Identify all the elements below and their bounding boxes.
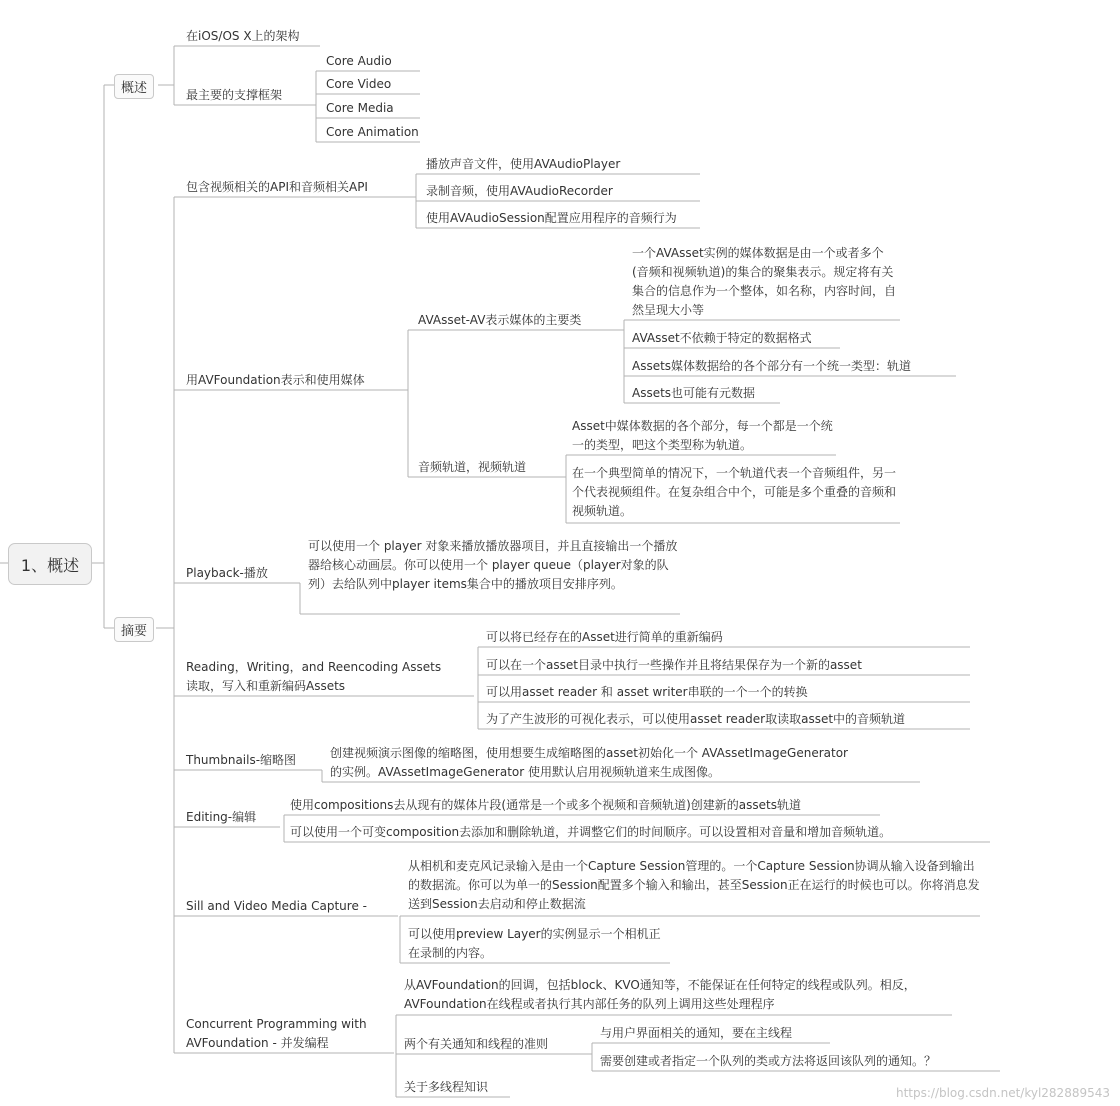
node-reading-en[interactable]: Reading，Writing，and Reencoding Assets	[186, 660, 442, 674]
framework-core-audio[interactable]: Core Audio	[326, 54, 392, 68]
node-concurrent-en[interactable]: Concurrent Programming with	[186, 1017, 367, 1031]
node-reader-writer[interactable]: 可以用asset reader 和 asset writer串联的一个一个的转换	[486, 685, 808, 699]
topic-overview[interactable]: 概述	[114, 74, 154, 99]
node-queue-notification[interactable]: 需要创建或者指定一个队列的类或方法将返回该队列的通知。？	[600, 1054, 937, 1068]
node-editing[interactable]: Editing-编辑	[186, 810, 257, 824]
node-reading-cn[interactable]: 读取，写入和重新编码Assets	[186, 679, 346, 693]
node-compositions[interactable]: 使用compositions去从现有的媒体片段(通常是一个或多个视频和音频轨道)创建新的assets轨道	[290, 798, 801, 812]
node-tracks-definition[interactable]: Asset中媒体数据的各个部分，每一个都是一个统一的类型，吧这个类型称为轨道。	[572, 419, 833, 452]
watermark: https://blog.csdn.net/kyl282889543	[895, 1086, 1110, 1100]
node-thread-rules[interactable]: 两个有关通知和线程的准则	[404, 1037, 549, 1051]
node-avasset-tracks[interactable]: Assets媒体数据给的各个部分有一个统一类型：轨道	[632, 359, 912, 373]
node-callbacks[interactable]: 从AVFoundation的回调，包括block、KVO通知等，不能保证在任何特定的线程或队列。相反，AVFoundation在线程或者执行其内部任务的队列上调用这些处理程序	[404, 978, 916, 1011]
root-topic[interactable]: 1、概述	[8, 543, 92, 585]
node-tracks[interactable]: 音频轨道，视频轨道	[418, 460, 527, 474]
node-preview-layer[interactable]: 可以使用preview Layer的实例显示一个相机正在录制的内容。	[408, 927, 661, 960]
node-avasset-metadata[interactable]: Assets也可能有元数据	[632, 386, 756, 400]
node-tracks-example[interactable]: 在一个典型简单的情况下，一个轨道代表一个音频组件，另一个代表视频组件。在复杂组合中个，可能是多个重叠的音频和视频轨道。	[572, 466, 897, 518]
node-concurrent-cn[interactable]: AVFoundation - 并发编程	[186, 1036, 329, 1050]
node-multithread[interactable]: 关于多线程知识	[404, 1080, 489, 1094]
topic-summary[interactable]: 摘要	[114, 617, 154, 642]
node-thumbnails-desc-1[interactable]: 创建视频演示图像的缩略图，使用想要生成缩略图的asset初始化一个 AVAssetImageGenerator	[330, 746, 848, 760]
node-avasset-format[interactable]: AVAsset不依赖于特定的数据格式	[632, 331, 812, 345]
node-capture[interactable]: Sill and Video Media Capture -	[186, 899, 367, 913]
node-arch[interactable]: 在iOS/OS X上的架构	[186, 29, 300, 43]
node-thumbnails-desc-2[interactable]: 的实例。AVAssetImageGenerator 使用默认启用视频轨道来生成图像。	[330, 765, 721, 779]
node-avasset[interactable]: AVAsset-AV表示媒体的主要类	[418, 313, 582, 327]
node-reencode[interactable]: 可以将已经存在的Asset进行简单的重新编码	[486, 630, 723, 644]
node-support-frameworks[interactable]: 最主要的支撑框架	[186, 88, 283, 102]
node-save-new-asset[interactable]: 可以在一个asset目录中执行一些操作并且将结果保存为一个新的asset	[486, 658, 862, 672]
node-audio-api[interactable]: 包含视频相关的API和音频相关API	[186, 180, 368, 194]
node-ui-main-thread[interactable]: 与用户界面相关的通知，要在主线程	[600, 1026, 793, 1040]
node-playback-desc[interactable]: 可以使用一个 player 对象来播放播放器项目，并且直接输出一个播放器给核心动画层。你可以使用一个 player queue（player对象的队列）去给队列中player items集合中的播放项目安排序列。	[308, 539, 678, 591]
framework-core-media[interactable]: Core Media	[326, 101, 394, 115]
node-thumbnails[interactable]: Thumbnails-缩略图	[186, 753, 297, 767]
node-waveform[interactable]: 为了产生波形的可视化表示，可以使用asset reader取读取asset中的音频轨道	[486, 712, 906, 726]
node-avasset-desc[interactable]: 一个AVAsset实例的媒体数据是由一个或者多个(音频和视频轨道)的集合的聚集表示。规定将有关集合的信息作为一个整体，如名称，内容时间，自然呈现大小等	[632, 246, 897, 317]
node-playback[interactable]: Playback-播放	[186, 566, 268, 580]
node-audio-session[interactable]: 使用AVAudioSession配置应用程序的音频行为	[426, 211, 677, 225]
node-audio-player[interactable]: 播放声音文件，使用AVAudioPlayer	[426, 157, 621, 171]
node-media[interactable]: 用AVFoundation表示和使用媒体	[186, 373, 365, 387]
framework-core-animation[interactable]: Core Animation	[326, 125, 419, 139]
framework-core-video[interactable]: Core Video	[326, 77, 392, 91]
node-audio-recorder[interactable]: 录制音频，使用AVAudioRecorder	[426, 184, 613, 198]
node-capture-session[interactable]: 从相机和麦克风记录输入是由一个Capture Session管理的。一个Capture Session协调从输入设备到输出的数据流。你可以为单一的Session配置多个输入和输出，甚至Session正在运行的时候也可以。你将消息发送到Session去启动和停止数据流	[408, 859, 980, 911]
node-mutable-composition[interactable]: 可以使用一个可变composition去添加和删除轨道，并调整它们的时间顺序。可以设置相对音量和增加音频轨道。	[290, 825, 892, 839]
